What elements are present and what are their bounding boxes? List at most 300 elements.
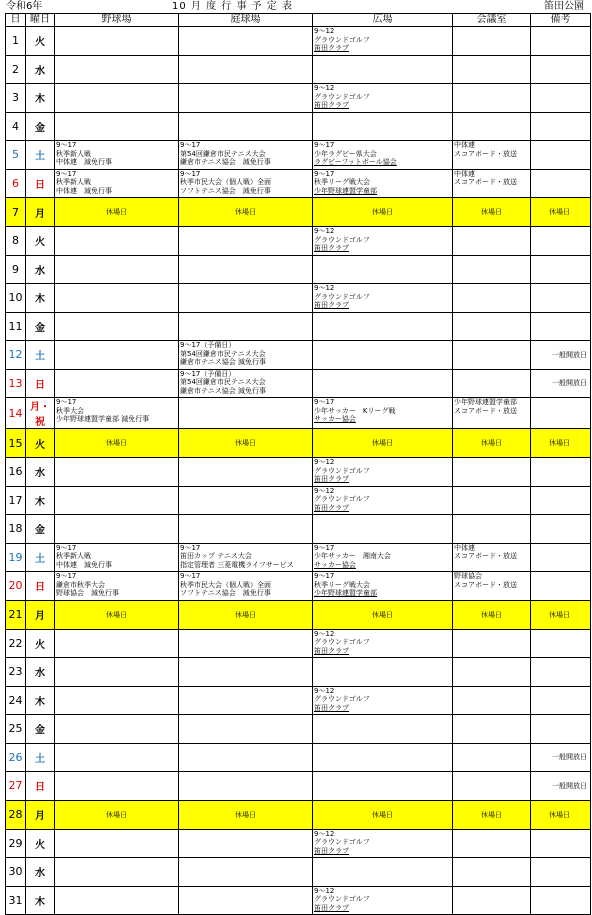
event-line: 9～12 [314, 284, 335, 292]
weekday-label: 火 [26, 829, 55, 858]
baseball-cell [55, 398, 179, 429]
note-cell [531, 458, 591, 487]
meeting-room-cell [453, 169, 531, 198]
tennis-cell [179, 772, 313, 801]
event-line: 9～12 [314, 486, 335, 495]
event-line: グラウンドゴルフ [314, 235, 370, 244]
table-row [6, 141, 591, 170]
plaza-cell [313, 772, 453, 801]
table-row [6, 629, 591, 658]
event-line: サッカー協会 [314, 415, 356, 423]
event-line: グラウンドゴルフ [314, 92, 370, 101]
plaza-cell [313, 486, 453, 515]
note-cell [531, 715, 591, 744]
weekday-label: 火 [26, 227, 55, 256]
table-row [6, 829, 591, 858]
note-cell [531, 284, 591, 313]
baseball-cell [55, 658, 179, 687]
baseball-cell [55, 458, 179, 487]
tennis-cell [179, 169, 313, 198]
baseball-cell [55, 743, 179, 772]
table-row [6, 169, 591, 198]
event-line: 9～17 [56, 398, 77, 406]
baseball-cell [55, 486, 179, 515]
meeting-room-cell [453, 743, 531, 772]
tennis-cell [179, 572, 313, 601]
event-line: 少年野球連盟学童部 [314, 589, 377, 597]
tennis-cell [179, 27, 313, 56]
note-cell: 一般開放日 [531, 772, 591, 801]
baseball-cell [55, 55, 179, 84]
plaza-cell [313, 284, 453, 313]
table-row [6, 886, 591, 915]
event-line: 9～17 [180, 169, 201, 178]
note-cell [531, 486, 591, 515]
meeting-room-cell [453, 369, 531, 398]
day-number: 17 [6, 486, 26, 515]
plaza-cell [313, 55, 453, 84]
tennis-cell [179, 84, 313, 113]
event-line: グラウンドゴルフ [314, 292, 370, 301]
meeting-room-cell [453, 312, 531, 341]
event-line: スコアボード・放送 [454, 580, 517, 589]
plaza-cell [313, 886, 453, 915]
plaza-cell [313, 829, 453, 858]
weekday-label: 月 [26, 600, 55, 629]
baseball-cell [55, 829, 179, 858]
table-row [6, 686, 591, 715]
plaza-cell [313, 629, 453, 658]
weekday-label: 月・祝 [26, 398, 55, 429]
event-line: 笛田クラブ [314, 244, 349, 252]
note-cell [531, 829, 591, 858]
note-cell [531, 543, 591, 572]
plaza-cell [313, 572, 453, 601]
column-header-weekday: 曜日 [26, 14, 55, 27]
weekday-label: 金 [26, 715, 55, 744]
table-row [6, 858, 591, 887]
tennis-cell [179, 398, 313, 429]
meeting-room-cell: 休場日 [453, 198, 531, 227]
plaza-cell: 休場日 [313, 800, 453, 829]
day-number: 11 [6, 312, 26, 341]
plaza-cell [313, 543, 453, 572]
plaza-cell [313, 341, 453, 370]
tennis-cell [179, 515, 313, 544]
meeting-room-cell [453, 27, 531, 56]
day-number: 21 [6, 600, 26, 629]
table-row [6, 84, 591, 113]
event-line: 鎌倉市秋季大会 [56, 580, 105, 589]
day-number: 19 [6, 543, 26, 572]
note-cell [531, 572, 591, 601]
column-header-baseball: 野球場 [55, 14, 179, 27]
table-row [6, 198, 591, 227]
event-line: 中体連 減免行事 [56, 560, 112, 569]
table-row [6, 255, 591, 284]
tennis-cell [179, 141, 313, 170]
event-line: 9～17 [180, 141, 201, 149]
event-line: 9～12 [314, 829, 335, 838]
meeting-room-cell [453, 227, 531, 256]
column-header-plaza: 広場 [313, 14, 453, 27]
day-number: 23 [6, 658, 26, 687]
baseball-cell [55, 141, 179, 170]
tennis-cell: 休場日 [179, 800, 313, 829]
baseball-cell: 休場日 [55, 600, 179, 629]
day-number: 27 [6, 772, 26, 801]
meeting-room-cell: 休場日 [453, 429, 531, 458]
plaza-cell [313, 743, 453, 772]
meeting-room-cell [453, 658, 531, 687]
baseball-cell [55, 255, 179, 284]
plaza-cell [313, 858, 453, 887]
event-line: 秋季市民大会（個人戦）全面 [180, 178, 271, 186]
tennis-cell: 休場日 [179, 600, 313, 629]
plaza-cell: 休場日 [313, 429, 453, 458]
event-line: 9～17 [180, 572, 201, 580]
header-row [6, 14, 591, 27]
plaza-cell [313, 369, 453, 398]
column-header-notes: 備考 [531, 14, 591, 27]
tennis-cell: 休場日 [179, 429, 313, 458]
table-row [6, 27, 591, 56]
meeting-room-cell [453, 255, 531, 284]
weekday-label: 土 [26, 341, 55, 370]
event-line: スコアボード・放送 [454, 178, 517, 186]
event-line: スコアボード・放送 [454, 149, 517, 158]
tennis-cell [179, 284, 313, 313]
day-number: 1 [6, 27, 26, 56]
note-cell [531, 84, 591, 113]
day-number: 18 [6, 515, 26, 544]
tennis-cell [179, 369, 313, 398]
baseball-cell [55, 715, 179, 744]
weekday-label: 木 [26, 84, 55, 113]
baseball-cell [55, 629, 179, 658]
event-line: グラウンドゴルフ [314, 695, 370, 703]
plaza-cell: 休場日 [313, 600, 453, 629]
table-row [6, 312, 591, 341]
event-line: サッカー協会 [314, 560, 356, 569]
event-line: 9～12 [314, 27, 335, 35]
weekday-label: 金 [26, 112, 55, 141]
baseball-cell [55, 84, 179, 113]
column-header-tennis: 庭球場 [179, 14, 313, 27]
event-line: グラウンドゴルフ [314, 466, 370, 475]
event-line: 少年サッカー Kリーグ戦 [314, 406, 396, 415]
event-line: 9～17 [314, 169, 335, 178]
event-line: 中体連 減免行事 [56, 158, 112, 166]
event-line: 中体連 減免行事 [56, 186, 112, 195]
table-row [6, 112, 591, 141]
event-line: 笛田クラブ [314, 903, 349, 912]
event-line: 笛田クラブ [314, 846, 349, 855]
event-line: 9～12 [314, 84, 335, 92]
event-line: 第54回鎌倉市民テニス大会 [180, 349, 266, 358]
meeting-room-cell [453, 141, 531, 170]
day-number: 9 [6, 255, 26, 284]
baseball-cell [55, 369, 179, 398]
table-row [6, 772, 591, 801]
schedule-table [5, 13, 591, 915]
weekday-label: 金 [26, 312, 55, 341]
note-cell [531, 398, 591, 429]
day-number: 20 [6, 572, 26, 601]
event-line: 中体連 [454, 543, 475, 552]
event-line: 野球協会 減免行事 [56, 589, 119, 597]
note-cell [531, 686, 591, 715]
schedule-rows [6, 27, 591, 915]
event-line: 第54回鎌倉市民テニス大会 [180, 149, 266, 158]
note-cell: 休場日 [531, 429, 591, 458]
baseball-cell [55, 543, 179, 572]
note-cell [531, 55, 591, 84]
weekday-label: 水 [26, 458, 55, 487]
event-line: グラウンドゴルフ [314, 35, 370, 44]
event-line: 9～17 [314, 398, 335, 406]
event-line: 少年ラグビー県大会 [314, 149, 377, 158]
page-title: 10 月 度 行 事 予 定 表 [172, 1, 293, 12]
event-line: 鎌倉市テニス協会 減免行事 [180, 158, 271, 166]
day-number: 31 [6, 886, 26, 915]
day-number: 28 [6, 800, 26, 829]
day-number: 12 [6, 341, 26, 370]
weekday-label: 木 [26, 284, 55, 313]
plaza-cell [313, 169, 453, 198]
table-row [6, 543, 591, 572]
day-number: 5 [6, 141, 26, 170]
day-number: 16 [6, 458, 26, 487]
note-cell: 一般開放日 [531, 341, 591, 370]
table-row [6, 743, 591, 772]
note-cell [531, 886, 591, 915]
baseball-cell [55, 686, 179, 715]
event-line: 少年野球連盟学童部 [314, 186, 377, 195]
event-line: 少年野球連盟学童部 減免行事 [56, 415, 150, 423]
plaza-cell [313, 312, 453, 341]
table-row [6, 715, 591, 744]
meeting-room-cell [453, 715, 531, 744]
baseball-cell [55, 886, 179, 915]
event-line: 9～17（予備日） [180, 341, 236, 349]
plaza-cell [313, 227, 453, 256]
tennis-cell [179, 658, 313, 687]
event-line: 笛田クラブ [314, 503, 349, 512]
table-row [6, 341, 591, 370]
meeting-room-cell: 休場日 [453, 600, 531, 629]
baseball-cell [55, 169, 179, 198]
event-line: 第54回鎌倉市民テニス大会 [180, 378, 266, 386]
note-cell: 休場日 [531, 800, 591, 829]
event-line: 9～17 [180, 543, 201, 552]
baseball-cell [55, 112, 179, 141]
event-line: 秋季リーグ戦大会 [314, 580, 370, 589]
baseball-cell [55, 227, 179, 256]
tennis-cell [179, 829, 313, 858]
day-number: 29 [6, 829, 26, 858]
note-cell: 一般開放日 [531, 743, 591, 772]
event-line: 9～12 [314, 458, 335, 466]
plaza-cell [313, 515, 453, 544]
day-number: 2 [6, 55, 26, 84]
weekday-label: 日 [26, 572, 55, 601]
meeting-room-cell [453, 112, 531, 141]
weekday-label: 土 [26, 743, 55, 772]
event-line: スコアボード・放送 [454, 552, 517, 560]
note-cell [531, 858, 591, 887]
baseball-cell [55, 284, 179, 313]
meeting-room-cell [453, 398, 531, 429]
tennis-cell [179, 686, 313, 715]
plaza-cell: 休場日 [313, 198, 453, 227]
weekday-label: 日 [26, 369, 55, 398]
meeting-room-cell [453, 629, 531, 658]
weekday-label: 木 [26, 686, 55, 715]
weekday-label: 土 [26, 141, 55, 170]
event-line: 9～12 [314, 686, 335, 695]
day-number: 22 [6, 629, 26, 658]
tennis-cell [179, 543, 313, 572]
note-cell [531, 312, 591, 341]
weekday-label: 木 [26, 486, 55, 515]
weekday-label: 水 [26, 658, 55, 687]
tennis-cell [179, 112, 313, 141]
event-line: 9～17 [56, 141, 77, 149]
tennis-cell [179, 255, 313, 284]
event-line: 秋季新人戦 [56, 149, 91, 158]
table-row [6, 572, 591, 601]
note-cell [531, 629, 591, 658]
weekday-label: 水 [26, 55, 55, 84]
table-row [6, 486, 591, 515]
event-line: 秋季新人戦 [56, 178, 91, 186]
event-line: 野球協会 [454, 572, 482, 580]
event-line: ソフトテニス協会 減免行事 [180, 589, 271, 597]
meeting-room-cell [453, 84, 531, 113]
baseball-cell [55, 515, 179, 544]
note-cell [531, 255, 591, 284]
meeting-room-cell [453, 572, 531, 601]
event-line: 中体連 [454, 141, 475, 149]
event-line: 秋季市民大会（個人戦）全面 [180, 580, 271, 589]
day-number: 3 [6, 84, 26, 113]
day-number: 10 [6, 284, 26, 313]
event-line: 9～17（予備日） [180, 369, 236, 378]
event-line: ラグビーフットボール協会 [314, 158, 397, 166]
event-line: 秋季大会 [56, 406, 84, 415]
day-number: 15 [6, 429, 26, 458]
plaza-cell [313, 141, 453, 170]
event-line: 笛田クラブ [314, 475, 349, 483]
day-number: 26 [6, 743, 26, 772]
plaza-cell [313, 658, 453, 687]
table-row [6, 600, 591, 629]
meeting-room-cell: 休場日 [453, 800, 531, 829]
plaza-cell [313, 27, 453, 56]
note-cell: 休場日 [531, 600, 591, 629]
event-line: 鎌倉市テニス協会 減免行事 [180, 386, 266, 395]
day-number: 7 [6, 198, 26, 227]
weekday-label: 日 [26, 772, 55, 801]
event-line: 中体連 [454, 169, 475, 178]
day-number: 14 [6, 398, 26, 429]
baseball-cell [55, 27, 179, 56]
weekday-label: 水 [26, 255, 55, 284]
table-row [6, 398, 591, 429]
baseball-cell [55, 341, 179, 370]
day-number: 13 [6, 369, 26, 398]
note-cell [531, 658, 591, 687]
event-line: 秋季リーグ戦大会 [314, 178, 370, 186]
baseball-cell [55, 772, 179, 801]
plaza-cell [313, 686, 453, 715]
column-header-meeting-room: 会議室 [453, 14, 531, 27]
event-line: 9～17 [56, 543, 77, 552]
note-cell [531, 27, 591, 56]
weekday-label: 火 [26, 27, 55, 56]
column-header-day: 日 [6, 14, 26, 27]
meeting-room-cell [453, 858, 531, 887]
event-line: 9～17 [314, 543, 335, 552]
event-line: 9～17 [314, 572, 335, 580]
event-line: 9～12 [314, 629, 335, 638]
event-line: 9～12 [314, 227, 335, 235]
tennis-cell [179, 458, 313, 487]
table-row [6, 284, 591, 313]
meeting-room-cell [453, 543, 531, 572]
tennis-cell [179, 341, 313, 370]
table-row [6, 369, 591, 398]
event-line: スコアボード・放送 [454, 406, 517, 415]
note-cell [531, 515, 591, 544]
event-line: グラウンドゴルフ [314, 838, 370, 846]
table-row [6, 800, 591, 829]
note-cell: 休場日 [531, 198, 591, 227]
location-label: 笛田公園 [544, 1, 584, 12]
event-line: 9～17 [56, 169, 77, 178]
event-line: 9～17 [314, 141, 335, 149]
event-line: 笛田クラブ [314, 44, 349, 52]
weekday-label: 水 [26, 858, 55, 887]
meeting-room-cell [453, 55, 531, 84]
event-line: 秋季新人戦 [56, 552, 91, 560]
event-line: 笛田クラブ [314, 101, 349, 109]
event-line: 笛田クラブ [314, 301, 349, 309]
weekday-label: 木 [26, 886, 55, 915]
event-line: 指定管理者 三菱電機ライフサービス [180, 560, 294, 569]
weekday-label: 火 [26, 629, 55, 658]
tennis-cell [179, 886, 313, 915]
note-cell [531, 141, 591, 170]
plaza-cell [313, 715, 453, 744]
weekday-label: 月 [26, 800, 55, 829]
event-line: 鎌倉市テニス協会 減免行事 [180, 358, 266, 366]
event-line: 笛田クラブ [314, 703, 349, 712]
meeting-room-cell [453, 486, 531, 515]
table-row [6, 429, 591, 458]
day-number: 25 [6, 715, 26, 744]
baseball-cell: 休場日 [55, 429, 179, 458]
event-line: グラウンドゴルフ [314, 895, 370, 903]
baseball-cell: 休場日 [55, 800, 179, 829]
tennis-cell [179, 312, 313, 341]
event-line: 笛田クラブ [314, 646, 349, 655]
tennis-cell [179, 227, 313, 256]
event-line: グラウンドゴルフ [314, 495, 370, 503]
meeting-room-cell [453, 284, 531, 313]
meeting-room-cell [453, 886, 531, 915]
